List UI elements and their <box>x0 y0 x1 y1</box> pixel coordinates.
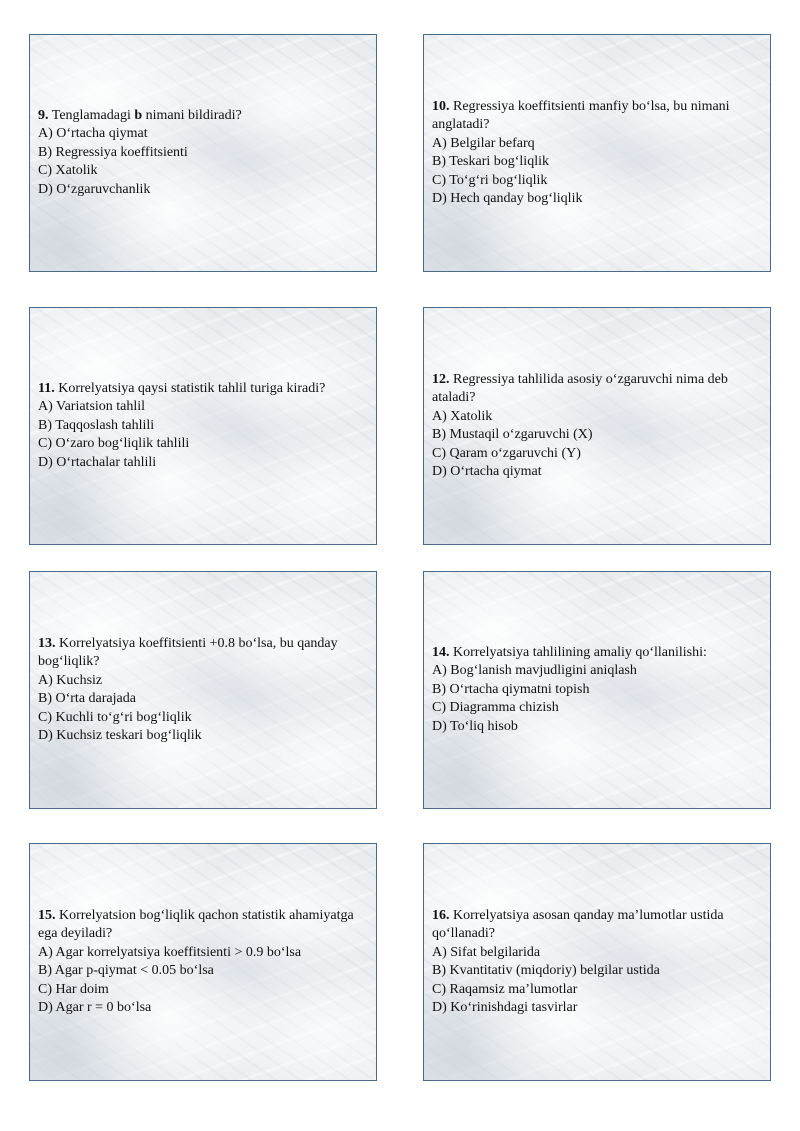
question-card-16 <box>423 843 771 1081</box>
option-a: A) Xatolik <box>432 408 493 424</box>
question-card-14 <box>423 571 771 809</box>
question-text-part: nimani bildiradi? <box>142 107 242 123</box>
option-b: B) Regressiya koeffitsienti <box>38 144 188 160</box>
option-b: B) Teskari bog‘liqlik <box>432 154 549 169</box>
option-d: D) Ko‘rinishdagi tasvirlar <box>432 1000 578 1015</box>
option-d: D) O‘rtachalar tahlili <box>38 454 157 470</box>
question-number: 13. <box>38 635 56 651</box>
question-number: 10. <box>432 98 450 114</box>
question-number: 14. <box>432 644 450 660</box>
option-b: B) Taqqoslash tahlili <box>38 417 155 433</box>
question-text <box>432 644 756 663</box>
option-d: D) Hech qanday bog‘liqlik <box>432 191 583 206</box>
card-content <box>432 844 756 1080</box>
card-content <box>38 844 362 1080</box>
option-c: C) Har doim <box>38 981 109 997</box>
card-content <box>38 308 362 544</box>
question-body: Korrelyatsiya asosan qanday ma’lumotlar ustida qo‘llanadi? <box>432 907 724 941</box>
card-content <box>432 308 756 544</box>
question-number: 16. <box>432 907 450 923</box>
question-card-11 <box>29 307 377 545</box>
option-c: C) Diagramma chizish <box>432 700 559 716</box>
option-a: A) Belgilar befarq <box>432 135 535 151</box>
question-body: Korrelyatsiya tahlilining amaliy qo‘llanilishi: <box>453 644 707 660</box>
card-content <box>432 572 756 808</box>
option-c: C) O‘zaro bog‘liqlik tahlili <box>38 436 190 452</box>
question-text <box>38 635 362 672</box>
option-a: A) Variatsion tahlil <box>38 399 146 415</box>
option-a: A) Sifat belgilarida <box>432 944 541 960</box>
card-content <box>38 35 362 271</box>
question-text <box>432 907 756 944</box>
option-d: D) To‘liq hisob <box>432 718 518 734</box>
option-a: A) Bog‘lanish mavjudligini aniqlash <box>432 663 637 679</box>
question-number: 11. <box>38 380 55 396</box>
option-c: C) Raqamsiz ma’lumotlar <box>432 981 578 997</box>
question-card-15 <box>29 843 377 1081</box>
question-text <box>432 371 756 408</box>
question-variable: b <box>134 107 143 123</box>
option-d: D) O‘zgaruvchanlik <box>38 181 151 197</box>
question-text <box>38 380 362 399</box>
option-c: C) To‘g‘ri bog‘liqlik <box>432 172 548 188</box>
option-a: A) Kuchsiz <box>38 672 103 688</box>
card-content <box>38 572 362 808</box>
question-card-12 <box>423 307 771 545</box>
question-body: Regressiya koeffitsienti manfiy bo‘lsa, bu nimani anglatadi? <box>432 98 730 132</box>
question-number: 9. <box>38 107 49 123</box>
question-number: 15. <box>38 907 56 923</box>
question-body: Regressiya tahlilida asosiy o‘zgaruvchi nima deb ataladi? <box>432 371 728 405</box>
option-d: D) Agar r = 0 bo‘lsa <box>38 1000 152 1015</box>
question-card-9 <box>29 34 377 272</box>
option-c: C) Qaram o‘zgaruvchi (Y) <box>432 445 581 461</box>
question-body: Korrelyatsiya koeffitsienti +0.8 bo‘lsa, bu qanday bog‘liqlik? <box>38 635 338 669</box>
option-c: C) Xatolik <box>38 163 98 179</box>
option-b: B) Kvantitativ (miqdoriy) belgilar ustida <box>432 963 660 978</box>
question-number: 12. <box>432 371 450 387</box>
option-d: D) Kuchsiz teskari bog‘liqlik <box>38 728 202 743</box>
option-a: A) O‘rtacha qiymat <box>38 126 148 142</box>
option-d: D) O‘rtacha qiymat <box>432 464 542 479</box>
question-text <box>38 107 362 126</box>
question-body: Korrelyatsion bog‘liqlik qachon statistik ahamiyatga ega deyiladi? <box>38 907 354 941</box>
question-text <box>432 98 756 135</box>
question-text-part: Tenglamadagi <box>51 107 135 123</box>
question-body: Korrelyatsiya qaysi statistik tahlil turiga kiradi? <box>58 380 326 396</box>
question-card-13 <box>29 571 377 809</box>
card-content <box>432 35 756 271</box>
option-b: B) Mustaqil o‘zgaruvchi (X) <box>432 427 593 442</box>
option-b: B) Agar p-qiymat < 0.05 bo‘lsa <box>38 963 214 978</box>
option-b: B) O‘rta darajada <box>38 691 136 706</box>
question-text <box>38 907 362 944</box>
option-a: A) Agar korrelyatsiya koeffitsienti > 0.9 bo‘lsa <box>38 944 302 960</box>
question-card-10 <box>423 34 771 272</box>
option-c: C) Kuchli to‘g‘ri bog‘liqlik <box>38 709 192 725</box>
option-b: B) O‘rtacha qiymatni topish <box>432 681 590 697</box>
